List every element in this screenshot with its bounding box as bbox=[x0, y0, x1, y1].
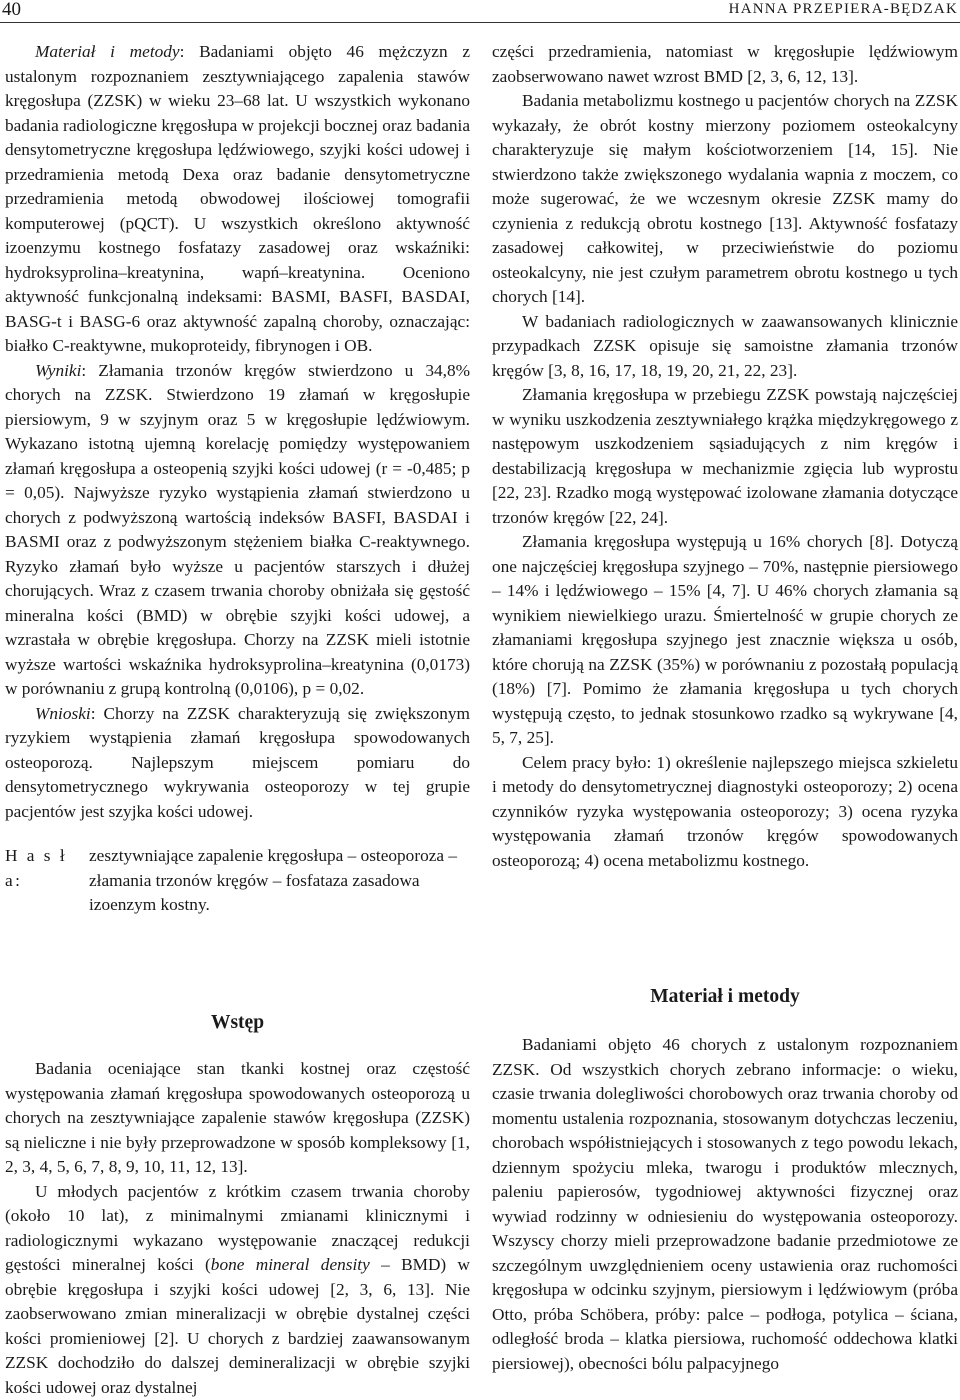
keywords-text: zesztywniające zapalenie kręgosłupa – osteoporoza – złamania trzonów kręgów – fosfataza zasadowa izoenzym kostny. bbox=[87, 844, 470, 918]
abstract-methods bbox=[5, 40, 470, 359]
methods-body bbox=[492, 1033, 958, 1376]
intro-p2-before: U młodych pacjentów z krótkim czasem trwania choroby (około 10 lat), z minimalnymi zmianami klinicznymi i radiologicznymi wykazano występowanie znaczącej redukcji gęstości mineralnej kości ( bbox=[5, 1182, 470, 1275]
abstract-results-text: : Złamania trzonów kręgów stwierdzono u 34,8% chorych na ZZSK. Stwierdzono 19 złamań w kręgosłupie piersiowym, 9 w szyjnym oraz 5 w kręgosłupie lędźwiowym. Wykazano istotną ujemną korelację pomiędzy występowaniem złamań kręgosłupa a osteopenią szyjki kości udowej (r = -0,485; p = 0,05). Najwyższe ryzyko wystąpienia złamań stwierdzono u chorych z podwyższoną wartością indeksów BASFI, BASDAI i BASMI oraz z podwyższonym stężeniem białka C-reaktywnego. Ryzyko złamań było wyższe u pacjentów starszych i dłużej chorujących. Wraz z czasem trwania choroby obniżała się gęstość mineralna kości (BMD) w obrębie szyjki kości udowej, a wzrastała w obrębie kręgosłupa. Chorzy na ZZSK mieli istotnie wyższe wartości wskaźnika hydroksyprolina–kreatynina (0,0173) w porównaniu z grupą kontrolną (0,0106), p = 0,02. bbox=[5, 361, 470, 699]
intro-p2-italic: bone mineral density bbox=[211, 1255, 370, 1274]
section-heading-intro: Wstęp bbox=[5, 1010, 470, 1036]
intro-paragraph-1: Badania oceniające stan tkanki kostnej oraz częstość występowania złamań kręgosłupa spowodowanych osteoporozą u chorych na zesztywniające zapalenie stawów kręgosłupa (ZZSK) są nieliczne i nie były przeprowadzone w sposób kompleksowy [1, 2, 3, 4, 5, 6, 7, 8, 9, 10, 11, 12, 13]. bbox=[5, 1057, 470, 1180]
keywords-label: H a s ł a: bbox=[5, 844, 87, 918]
abstract-conclusions-label: Wnioski bbox=[35, 704, 91, 723]
right-paragraph-2: Badania metabolizmu kostnego u pacjentów chorych na ZZSK wykazały, że obrót kostny mierzony poziomem osteokalcyny charakteryzuje się małym kościotworzeniem [14, 15]. Nie stwierdzono także zwiększonego wydalania wapnia z moczem, co może sugerować, że we wczesnym okresie ZZSK mamy do czynienia z redukcją obrotu kostnego [13]. Aktywność fosfatazy zasadowej całkowitej, w przeciwieństwie do poziomu osteokalcyny, nie jest czułym parametrem obrotu kostnego u tych chorych [14]. bbox=[492, 89, 958, 310]
abstract-results bbox=[5, 359, 470, 702]
header-rule bbox=[0, 22, 960, 23]
intro-p2-after: – BMD) w obrębie kręgosłupa i szyjki kości udowej [2, 3, 6, 13]. Nie zaobserwowano zmian mineralizacji w obrębie dystalnej części kości promieniowej [2]. U chorych z bardziej zaawansowanym ZZSK dochodziło do dalszej demineralizacji w obrębie szyjki kości udowej oraz dystalnej bbox=[5, 1255, 470, 1397]
abstract-conclusions-text: : Chorzy na ZZSK charakteryzują się zwiększonym ryzykiem wystąpienia złamań kręgosłupa spowodowanych osteoporozą. Najlepszym miejscem pomiaru do densytometrycznego wykrywania osteoporozy w tej grupie pacjentów jest szyjka kości udowej. bbox=[5, 704, 470, 821]
right-column bbox=[492, 40, 958, 873]
abstract bbox=[5, 40, 470, 918]
abstract-methods-label: Materiał i metody bbox=[35, 42, 180, 61]
abstract-conclusions bbox=[5, 702, 470, 825]
intro-paragraph-2 bbox=[5, 1180, 470, 1400]
right-paragraph-5: Złamania kręgosłupa występują u 16% chorych [8]. Dotyczą one najczęściej kręgosłupa szyjnego – 70%, następnie piersiowego – 14% i lędźwiowego – 15% [4, 7]. U 46% chorych złamania są wynikiem niewielkiego urazu. Śmiertelność w grupie chorych ze złamaniami kręgosłupa szyjnego jest znacznie większa u osób, które chorują na ZZSK (35%) w porównaniu z pozostałą populacją (18%) [7]. Pomimo że złamania kręgosłupa u tych chorych występują często, to jednak stosunkowo rzadko są wykrywane [4, 5, 7, 25]. bbox=[492, 530, 958, 751]
section-heading-methods: Materiał i metody bbox=[492, 984, 958, 1010]
right-paragraph-3: W badaniach radiologicznych w zaawansowanych klinicznie przypadkach ZZSK opisuje się samoistne złamania trzonów kręgów [3, 8, 16, 17, 18, 19, 20, 21, 22, 23]. bbox=[492, 310, 958, 384]
abstract-results-label: Wyniki bbox=[35, 361, 81, 380]
methods-paragraph-1: Badaniami objęto 46 chorych z ustalonym rozpoznaniem ZZSK. Od wszystkich chorych zebrano informacje: o wieku, czasie trwania dolegliwości chorobowych oraz trwania choroby od momentu ustalenia rozpoznania, stosowanym dotychczas leczeniu, chorobach współistniejących i stosowanych z tego powodu lekach, dziennym spożyciu mleka, twarogu i produktów mlecznych, paleniu papierosów, tygodniowej aktywności fizycznej oraz wywiad rodzinny w odniesieniu do występowania osteoporozy. Wszyscy chorzy mieli przeprowadzone badanie przedmiotowe ze szczególnym uwzględnieniem oceny ustawienia oraz ruchomości kręgosłupa w odcinku szyjnym, piersiowym i lędźwiowym (próba Otto, próba Schöbera, próby: palce – podłoga, potylica – ściana, odległość broda – klatka piersiowa, ruchomość oddechowa klatki piersiowej), obecności bólu palpacyjnego bbox=[492, 1033, 958, 1376]
intro-body bbox=[5, 1057, 470, 1400]
running-head-author: HANNA PRZEPIERA-BĘDZAK bbox=[729, 1, 958, 18]
right-paragraph-1: części przedramienia, natomiast w kręgosłupie lędźwiowym zaobserwowano nawet wzrost BMD [2, 3, 6, 12, 13]. bbox=[492, 40, 958, 89]
keywords bbox=[5, 844, 470, 918]
right-paragraph-4: Złamania kręgosłupa w przebiegu ZZSK powstają najczęściej w wyniku uszkodzenia zesztywniałego krążka międzykręgowego z następowym uszkodzeniem sąsiadujących z nim kręgów i destabilizacją kręgosłupa w mechanizmie zgięcia lub wyprostu [22, 23]. Rzadko mogą występować izolowane złamania dotyczące trzonów kręgów [22, 24]. bbox=[492, 383, 958, 530]
right-paragraph-6: Celem pracy było: 1) określenie najlepszego miejsca szkieletu i metody do densytometrycznej diagnostyki osteoporozy; 2) ocena czynników ryzyka występowania osteoporozy; 3) ocena ryzyka występowania złamań trzonów kręgów spowodowanych osteoporozą; 4) ocena metabolizmu kostnego. bbox=[492, 751, 958, 874]
abstract-methods-text: : Badaniami objęto 46 mężczyzn z ustalonym rozpoznaniem zesztywniającego zapalenia stawów kręgosłupa (ZZSK) w wieku 23–68 lat. U wszystkich wykonano badania radiologiczne kręgosłupa w projekcji bocznej oraz badania densytometryczne kręgosłupa lędźwiowego, szyjki kości udowej i przedramienia metodą Dexa oraz badanie densytometryczne przedramienia metodą obwodowej ilościowej tomografii komputerowej (pQCT). U wszystkich określono aktywność izoenzymu kostnego fosfatazy zasadowej oraz wskaźniki: hydroksyprolina–kreatynina, wapń–kreatynina. Oceniono aktywność funkcjonalną indeksami: BASMI, BASFI, BASDAI, BASG-t i BASG-6 oraz aktywność zapalną choroby, oznaczając: białko C-reaktywne, mukoproteidy, fibrynogen i OB. bbox=[5, 42, 470, 355]
page-number: 40 bbox=[2, 0, 21, 21]
